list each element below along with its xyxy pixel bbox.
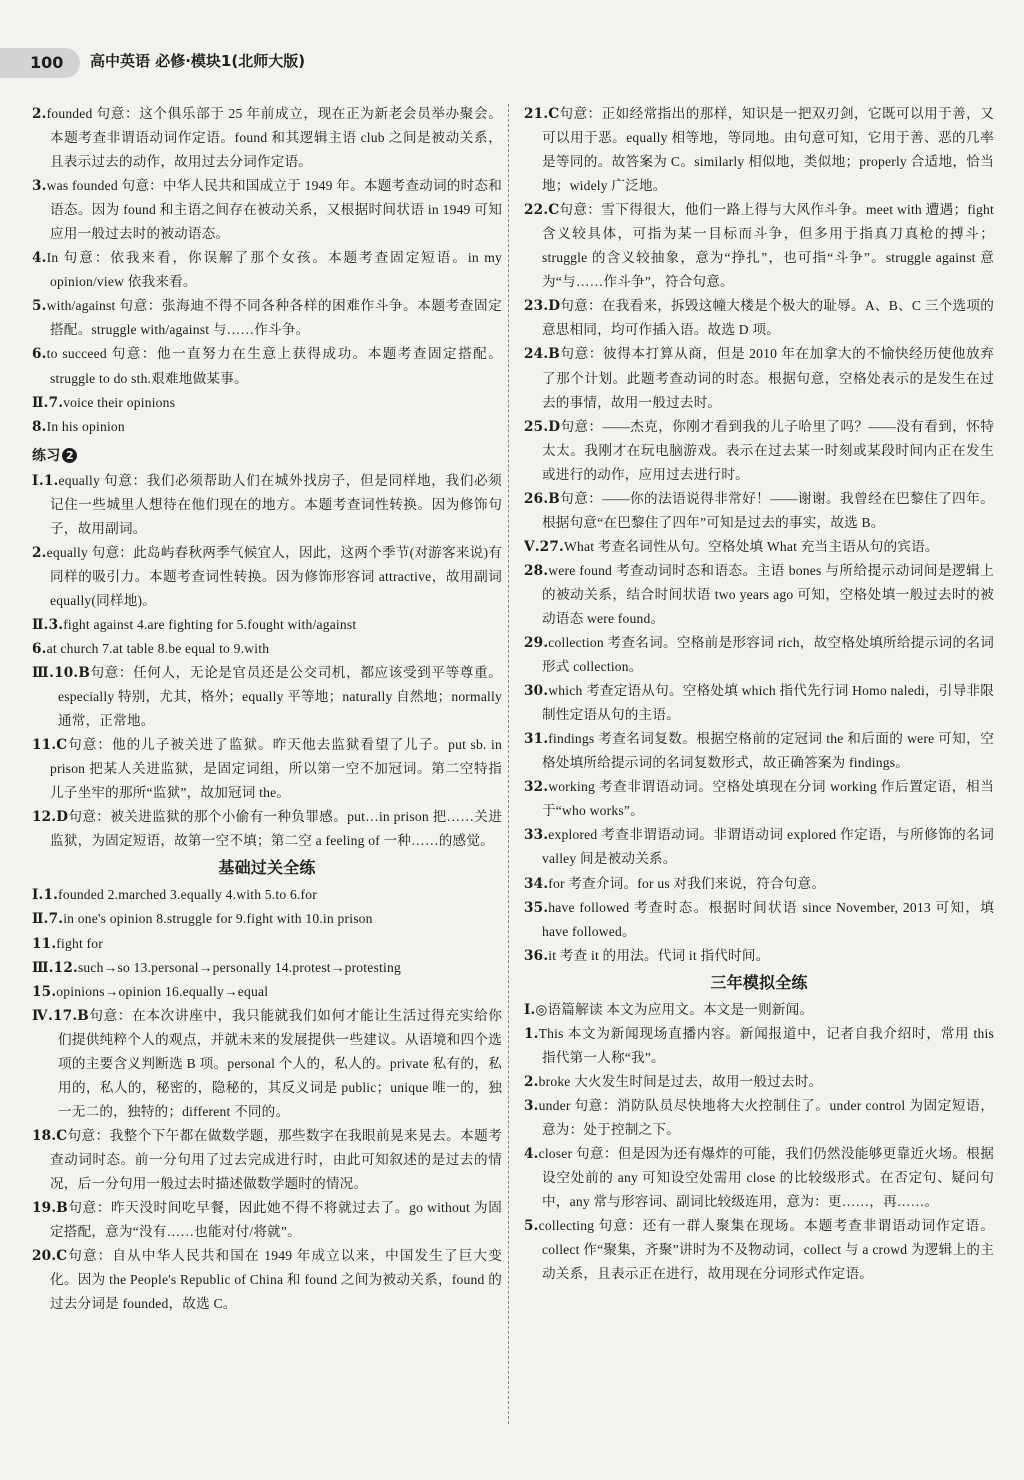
answer-entry bbox=[524, 294, 994, 342]
answer-text: voice their opinions bbox=[63, 394, 176, 410]
answer-text: closer 句意：但是因为还有爆炸的可能，我们仍然没能够更靠近火场。根据设空处前的 any 可知设空处需用 close 的比较级形式。在否定句、疑问句中，any 常与形容词、副词比较级连用，意为：更……，再……。 bbox=[538, 1145, 994, 1210]
page-number: 100 bbox=[0, 48, 80, 78]
answer-number: Ⅲ.12. bbox=[32, 959, 78, 976]
answer-entry bbox=[524, 872, 994, 896]
exercise-2-answers bbox=[32, 469, 502, 854]
answer-number: Ⅱ.3. bbox=[32, 616, 64, 633]
column-divider bbox=[508, 104, 509, 1424]
answer-text: 句意：在我看来，拆毁这幢大楼是个极大的耻辱。A、B、C 三个选项的意思相同，均可作插入语。故选 D 项。 bbox=[542, 298, 994, 338]
answer-entry bbox=[524, 535, 994, 559]
answer-text: for 考查介词。for us 对我们来说，符合句意。 bbox=[548, 875, 826, 891]
answer-number: Ⅰ. bbox=[524, 1001, 536, 1018]
basic-section-heading: 基础过关全练 bbox=[218, 858, 316, 878]
answer-entry bbox=[32, 469, 502, 541]
answer-text: 句意：在本次讲座中，我只能就我们如何才能让生活过得充实给你们提供纯粹个人的观点，并就未来的发展提供一些建议。从语境和四个选项的主要含义判断选 B 项。personal 个人的，私人的。private 私有的，私用的，私人的，秘密的，隐秘的，其反义词是 public；unique 唯一的，独一无二的，独特的；different 不同的。 bbox=[58, 1007, 502, 1119]
answer-number: 34. bbox=[524, 875, 549, 892]
basic-section-answers bbox=[32, 883, 502, 1316]
answer-entry bbox=[32, 1244, 502, 1316]
answer-text: opinions→opinion 16.equally→equal bbox=[56, 983, 269, 999]
answer-entry bbox=[32, 102, 502, 174]
answer-text: 句意：——你的法语说得非常好！——谢谢。我曾经在巴黎住了四年。根据句意“在巴黎住了四年”可知是过去的事实，故选 B。 bbox=[542, 490, 994, 530]
answer-number: 6. bbox=[32, 346, 47, 363]
answer-entry bbox=[32, 980, 502, 1004]
answer-text: fight for bbox=[56, 935, 103, 951]
answer-number: Ⅳ.17.B bbox=[32, 1007, 89, 1024]
answer-number: Ⅱ.7. bbox=[32, 911, 64, 928]
answer-entry bbox=[32, 1004, 502, 1124]
answer-text: at church 7.at table 8.be equal to 9.with bbox=[46, 640, 270, 656]
answer-text: 句意：自从中华人民共和国在 1949 年成立以来，中国发生了巨大变化。因为 the People's Republic of China 和 found 之间为被动关系，found 的过去分词是 founded，故选 C。 bbox=[50, 1248, 502, 1312]
answer-number: 5. bbox=[524, 1218, 539, 1235]
answer-text: equally 句意：我们必须帮助人们在城外找房子，但是同样地，我们必须记住一些城里人想待在他们现在的地方。本题考查词性转换。因为修饰句子，故用副词。 bbox=[50, 472, 502, 536]
answer-number: 18.C bbox=[32, 1127, 68, 1144]
answer-text: 句意：彼得本打算从商，但是 2010 年在加拿大的不愉快经历使他放弃了那个计划。此题考查动词的时态。根据句意，空格处表示的是发生在过去的事情，故用一般过去时。 bbox=[542, 346, 994, 410]
answer-entry bbox=[32, 541, 502, 613]
three-year-section-heading: 三年模拟全练 bbox=[710, 972, 808, 992]
answer-number: 11.C bbox=[32, 737, 68, 754]
answer-entry bbox=[524, 1142, 994, 1214]
answer-number: 30. bbox=[524, 683, 549, 700]
answer-text: working 考查非谓语动词。空格处填现在分词 working 作后置定语，相当于“who works”。 bbox=[542, 779, 994, 819]
answer-text: in one's opinion 8.struggle for 9.fight with 10.in prison bbox=[63, 911, 373, 927]
answer-entry bbox=[524, 198, 994, 294]
answer-entry bbox=[32, 907, 502, 931]
answer-entry bbox=[524, 1022, 994, 1070]
answers-block bbox=[32, 102, 502, 439]
answer-number: 36. bbox=[524, 947, 549, 964]
answer-entry bbox=[524, 1214, 994, 1286]
answer-entry bbox=[524, 998, 994, 1022]
answer-text: founded 句意：这个俱乐部于 25 年前成立，现在正为新老会员举办聚会。本题考查非谓语动词作定语。found 和其逻辑主语 club 之间是被动关系，且表示过去的动作，故用过去分词作定语。 bbox=[46, 106, 502, 170]
answer-text: 句意：他的儿子被关进了监狱。昨天他去监狱看望了儿子。put sb. in prison 把某人关进监狱，是固定词组，所以第一空不加冠词。第二空特指儿子坐牢的那所“监狱”，故加冠词 the。 bbox=[50, 737, 502, 801]
answer-entry bbox=[524, 823, 994, 871]
answer-number: 31. bbox=[524, 731, 549, 748]
answer-text: fight against 4.are fighting for 5.fought with/against bbox=[63, 616, 357, 632]
answer-text: were found 考查动词时态和语态。主语 bones 与所给提示动词间是逻辑上的被动关系，结合时间状语 two years ago 可知，空格处填一般过去时的被动语态 were found。 bbox=[542, 562, 994, 626]
answer-entry bbox=[524, 896, 994, 944]
answer-entry bbox=[32, 246, 502, 294]
answer-entry bbox=[32, 294, 502, 342]
exercise-2-label bbox=[32, 445, 502, 467]
answer-number: Ⅰ.1. bbox=[32, 887, 59, 904]
answer-number: 4. bbox=[32, 250, 47, 267]
answer-entry bbox=[32, 956, 502, 980]
answer-text: was founded 句意：中华人民共和国成立于 1949 年。本题考查动词的时态和语态。因为 found 和主语之间存在被动关系，又根据时间状语 in 1949 可知应用一般过去时的被动语态。 bbox=[46, 178, 502, 242]
answer-text: findings 考查名词复数。根据空格前的定冠词 the 和后面的 were 可知，空格处填所给提示词的名词复数形式，故正确答案为 findings。 bbox=[542, 731, 994, 771]
three-year-section-answers bbox=[524, 998, 994, 1287]
answer-number: 22.C bbox=[524, 202, 560, 219]
answer-number: 32. bbox=[524, 779, 549, 796]
answer-number: Ⅱ.7. bbox=[32, 394, 64, 411]
answer-entry bbox=[32, 637, 502, 661]
answer-number: 35. bbox=[524, 899, 549, 916]
answer-text: In his opinion bbox=[46, 418, 125, 434]
answer-number: Ⅰ.1. bbox=[32, 472, 59, 489]
page-header bbox=[0, 0, 1024, 80]
answer-entry bbox=[524, 559, 994, 631]
answer-entry bbox=[524, 487, 994, 535]
answer-entry bbox=[524, 727, 994, 775]
answer-number: 21.C bbox=[524, 106, 560, 122]
answer-text: In 句意：依我来看，你误解了那个女孩。本题考查固定短语。in my opinion/view 依我来看。 bbox=[46, 250, 502, 290]
answer-entry bbox=[32, 932, 502, 956]
answer-entry bbox=[524, 679, 994, 727]
answer-number: 28. bbox=[524, 562, 549, 579]
answer-text: equally 句意：此岛屿春秋两季气候宜人，因此，这两个季节(对游客来说)有同样的吸引力。本题考查词性转换。因为修饰形容词 attractive，故用副词 equally(同样地)。 bbox=[46, 544, 502, 608]
answer-text: with/against 句意：张海迪不得不同各种各样的困难作斗争。本题考查固定搭配。struggle with/against 与……作斗争。 bbox=[46, 298, 502, 338]
answer-number: 24.B bbox=[524, 346, 560, 363]
answer-number: 25.D bbox=[524, 418, 561, 435]
answer-text: 句意：雪下得很大，他们一路上得与大风作斗争。meet with 遭遇；fight 含义较具体，可指为某一目标而斗争，但多用于指真刀真枪的搏斗；struggle 的含义较抽象，意为“挣扎”，也可指“斗争”。struggle against 意为“与……作斗争”，符合句意。 bbox=[542, 202, 994, 290]
answer-text: What 考查名词性从句。空格处填 What 充当主语从句的宾语。 bbox=[563, 538, 939, 554]
answer-number: 11. bbox=[32, 935, 57, 952]
answer-number: 2. bbox=[32, 544, 47, 561]
answer-number: 2. bbox=[524, 1073, 539, 1090]
answer-text: it 考查 it 的用法。代词 it 指代时间。 bbox=[548, 947, 770, 963]
answer-number: 8. bbox=[32, 418, 47, 435]
answer-number: Ⅴ.27. bbox=[524, 538, 564, 555]
answer-entry bbox=[524, 102, 994, 198]
answer-number: 33. bbox=[524, 827, 549, 844]
answer-text: 句意：我整个下午都在做数学题，那些数字在我眼前晃来晃去。本题考查动词时态。前一分句用了过去完成进行时，由此可知叙述的是过去的情况，后一分句用一般过去时描述做数学题时的情况。 bbox=[50, 1127, 502, 1191]
answer-entry bbox=[524, 342, 994, 414]
answer-entry bbox=[32, 613, 502, 637]
answer-text: such→so 13.personal→personally 14.protest→protesting bbox=[77, 959, 401, 975]
exercise-number-badge: 2 bbox=[62, 448, 77, 463]
answer-text: 句意：被关进监狱的那个小偷有一种负罪感。put…in prison 把……关进监狱，为固定短语，故第一空不填；第二空 a feeling of 一种……的感觉。 bbox=[50, 809, 502, 849]
answer-text: explored 考查非谓语动词。非谓语动词 explored 作定语，与所修饰的名词 valley 间是被动关系。 bbox=[542, 827, 994, 867]
answer-number: 3. bbox=[524, 1097, 539, 1114]
answer-entry bbox=[524, 415, 994, 487]
answer-entry bbox=[32, 661, 502, 733]
answers-block-right bbox=[524, 102, 994, 968]
answer-text: broke 大火发生时间是过去，故用一般过去时。 bbox=[538, 1073, 823, 1089]
answer-text: 句意：昨天没时间吃早餐，因此她不得不将就过去了。go without 为固定搭配，意为“没有……也能对付/将就”。 bbox=[50, 1200, 502, 1240]
answer-entry bbox=[32, 883, 502, 907]
answer-text: This 本文为新闻现场直播内容。新闻报道中，记者自我介绍时，常用 this 指代第一人称“我”。 bbox=[538, 1025, 994, 1065]
right-column bbox=[524, 102, 994, 1286]
answer-number: 1. bbox=[524, 1025, 539, 1042]
answer-number: 20.C bbox=[32, 1248, 68, 1265]
answer-number: 19.B bbox=[32, 1200, 68, 1217]
answer-text: founded 2.marched 3.equally 4.with 5.to 6.for bbox=[58, 887, 318, 903]
answer-text: to succeed 句意：他一直努力在生意上获得成功。本题考查固定搭配。struggle to do sth.艰难地做某事。 bbox=[46, 346, 502, 386]
answer-entry bbox=[32, 805, 502, 853]
answer-number: 4. bbox=[524, 1145, 539, 1162]
answer-entry bbox=[32, 391, 502, 415]
answer-text: collection 考查名词。空格前是形容词 rich，故空格处填所给提示词的名词形式 collection。 bbox=[542, 635, 994, 675]
answer-entry bbox=[32, 1124, 502, 1196]
answer-text: under 句意：消防队员尽快地将大火控制住了。under control 为固定短语，意为：处于控制之下。 bbox=[538, 1097, 994, 1137]
answer-number: 12.D bbox=[32, 809, 69, 826]
answer-text: ◎语篇解读 本文为应用文。本文是一则新闻。 bbox=[535, 1001, 814, 1017]
answer-entry bbox=[524, 775, 994, 823]
answer-text: which 考查定语从句。空格处填 which 指代先行词 Homo naledi，引导非限制性定语从句的主语。 bbox=[542, 683, 994, 723]
answer-number: 6. bbox=[32, 640, 47, 657]
answer-text: collecting 句意：还有一群人聚集在现场。本题考查非谓语动词作定语。collect 作“聚集，齐聚”讲时为不及物动词，collect 与 a crowd 为逻辑上的主动关系，且表示正在进行，故用现在分词形式作定语。 bbox=[538, 1218, 994, 1282]
exercise-label-text: 练习 bbox=[32, 447, 61, 464]
answer-entry bbox=[524, 944, 994, 968]
answer-entry bbox=[32, 733, 502, 805]
answer-text: 句意：——杰克，你刚才看到我的儿子哈里了吗？——没有看到，怀特太太。我刚才在玩电脑游戏。表示在过去某一时刻或某段时间内正在发生或进行的动作，应用过去进行时。 bbox=[542, 418, 994, 482]
answer-entry bbox=[524, 1070, 994, 1094]
answer-number: 29. bbox=[524, 635, 549, 652]
answer-number: 2. bbox=[32, 106, 47, 122]
left-column bbox=[32, 102, 502, 1316]
answer-number: 5. bbox=[32, 298, 47, 315]
answer-entry bbox=[524, 1094, 994, 1142]
answer-entry bbox=[32, 342, 502, 390]
answer-number: 3. bbox=[32, 178, 47, 195]
answer-entry bbox=[32, 415, 502, 439]
answer-entry bbox=[32, 1196, 502, 1244]
answer-text: have followed 考查时态。根据时间状语 since November, 2013 可知，填 have followed。 bbox=[542, 899, 994, 939]
answer-number: Ⅲ.10.B bbox=[32, 665, 91, 682]
answer-number: 23.D bbox=[524, 298, 561, 315]
answer-entry bbox=[524, 631, 994, 679]
answer-number: 26.B bbox=[524, 490, 560, 507]
answer-entry bbox=[32, 174, 502, 246]
book-title: 高中英语 必修·模块1(北师大版) bbox=[90, 52, 306, 70]
answer-text: 句意：任何人，无论是官员还是公交司机，都应该受到平等尊重。especially 特别，尤其，格外；equally 平等地；naturally 自然地；normally 通常，正常地。 bbox=[58, 665, 502, 729]
answer-number: 15. bbox=[32, 983, 57, 1000]
answer-text: 句意：正如经常指出的那样，知识是一把双刃剑，它既可以用于善，又可以用于恶。equally 相等地，等同地。由句意可知，它用于善、恶的几率是等同的。故答案为 C。similarly 相似地，类似地；properly 合适地，恰当地；widely 广泛地。 bbox=[542, 106, 994, 194]
